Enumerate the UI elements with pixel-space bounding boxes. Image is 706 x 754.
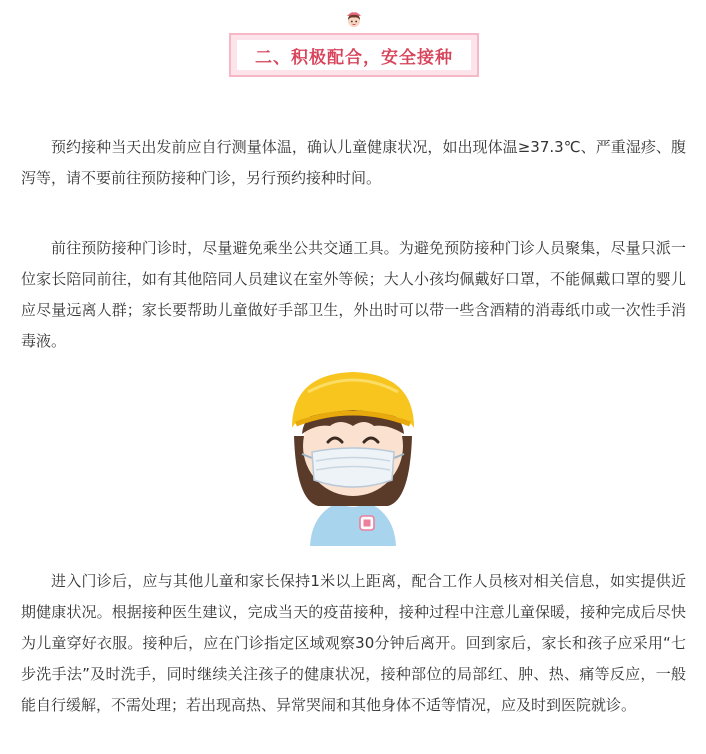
girl-mask-illustration xyxy=(278,366,428,546)
nurse-icon xyxy=(344,8,364,30)
paragraph-at-clinic: 进入门诊后，应与其他儿童和家长保持1米以上距离，配合工作人员核对相关信息，如实提供近期健康状况。根据接种医生建议，完成当天的疫苗接种，接种过程中注意儿童保暖，接种完成后尽快为儿童穿好衣服。接种后，应在门诊指定区域观察30分钟后离开。回到家后，家长和孩子应采用“七步洗手法”及时洗手，同时继续关注孩子的健康状况，接种部位的局部红、肿、热、痛等反应，一般能自行缓解，不需处理；若出现高热、异常哭闹和其他身体不适等情况，应及时到医院就诊。 xyxy=(21,572,686,714)
face-mask xyxy=(312,448,394,487)
paragraph-travel-precautions: 前往预防接种门诊时，尽量避免乘坐公共交通工具。为避免预防接种门诊人员聚集，尽量只派一位家长陪同前往，如有其他陪同人员建议在室外等候；大人小孩均佩戴好口罩，不能佩戴口罩的婴儿应尽量远离人群；家长要帮助儿童做好手部卫生，外出时可以带一些含酒精的消毒纸巾或一次性手消毒液。 xyxy=(21,239,686,350)
section-title: 二、积极配合，安全接种 xyxy=(255,47,453,68)
section-title-box xyxy=(229,33,479,77)
section-title-inner xyxy=(237,40,471,70)
paragraph-temperature-check: 预约接种当天出发前应自行测量体温，确认儿童健康状况，如出现体温≥37.3℃、严重湿疹、腹泻等，请不要前往预防接种门诊，另行预约接种时间。 xyxy=(21,138,686,187)
